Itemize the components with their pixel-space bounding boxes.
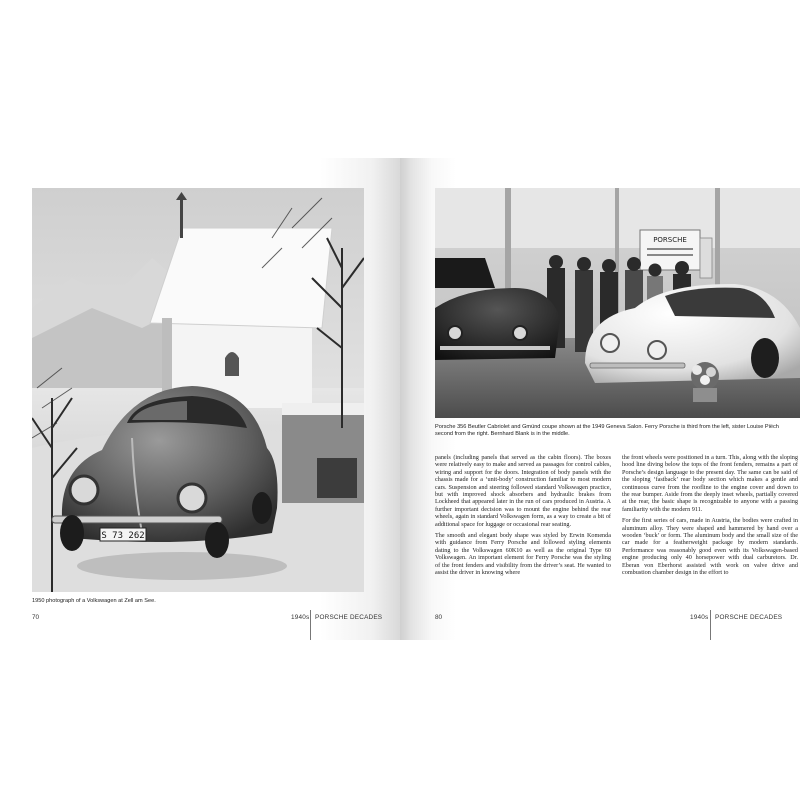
body-paragraph: The smooth and elegant body shape was styled by Erwin Komenda with guidance from Ferry Porsche and followed styling elements dating to the Volkswagen 60K10 as well as the original Type 60 Volkswagen. An important element for Ferry Porsche was the styling of the front fenders and visibility from the driver’s seat. He wanted to assist the driver in knowing where <box>435 532 611 577</box>
geneva-salon-photo <box>435 188 800 418</box>
volkswagen-photo <box>32 188 364 592</box>
left-running-title: PORSCHE DECADES <box>315 614 383 621</box>
body-paragraph: panels (including panels that served as the cabin floors). The boxes were relatively easy to make and served as passages for control cables, wiring and support for the doors. Integration of body panels with the chassis made for a ‘unit-body’ construction familiar to most modern cars. Suspension and steering followed standard Volkswagen practice, but with improved shock absorbers and hydraulic brakes from Lockheed that appeared later in the run of cars produced in Austria. A further important decision was to mount the engine behind the rear wheels, again in standard Volkswagen form, as a way to create a bit of additional space for luggage or occasional rear seating. <box>435 454 611 528</box>
left-section-label: 1940s <box>291 614 310 621</box>
right-page-number: 80 <box>435 614 443 621</box>
right-section-label: 1940s <box>690 614 709 621</box>
body-column-1 <box>435 454 611 604</box>
left-page <box>0 158 400 640</box>
body-column-2 <box>622 454 798 604</box>
right-running-title: PORSCHE DECADES <box>715 614 783 621</box>
left-folio-divider <box>310 610 311 640</box>
geneva-salon-photo-image <box>435 188 800 418</box>
volkswagen-photo-image <box>32 188 364 592</box>
right-page <box>400 158 800 640</box>
body-paragraph: the front wheels were positioned in a turn. This, along with the sloping hood line diving below the tops of the front fenders, remains a part of Porsche’s design language to the present day. The same can be said of the sloping ‘fastback’ rear body section which makes a gentle and continuous curve from the roofline to the engine cover and down to the rear bumper. Aside from the deeply inset wheels, partially covered at the rear, the basic shape is recognizable to anyone with a passing familiarity with the modern 911. <box>622 454 798 513</box>
left-page-number: 70 <box>32 614 40 621</box>
right-photo-caption: Porsche 356 Beutler Cabriolet and Gmünd coupe shown at the 1949 Geneva Salon. Ferry Porsche is third from the left, sister Louise Piëch second from the right. Bernhard Blank is in the middle. <box>435 424 779 438</box>
left-photo-caption: 1950 photograph of a Volkswagen at Zell am See. <box>32 598 156 604</box>
license-plate: S 73 262 <box>101 531 145 541</box>
porsche-sign-text: PORSCHE <box>653 236 687 244</box>
body-paragraph: For the first series of cars, made in Austria, the bodies were crafted in aluminum alloy. They were shaped and hammered by hand over a wooden ‘buck’ or form. The aluminum body and the small size of the car made for a featherweight package by modern standards. Performance was reasonably good even with its Volkswagen-based engine producing only 40 horsepower with dual carburetors. Dr. Eberan von Eberhorst assisted with work on valve drive and combustion chamber design in the effort to <box>622 517 798 577</box>
book-spread <box>0 158 800 640</box>
right-folio-divider <box>710 610 711 640</box>
